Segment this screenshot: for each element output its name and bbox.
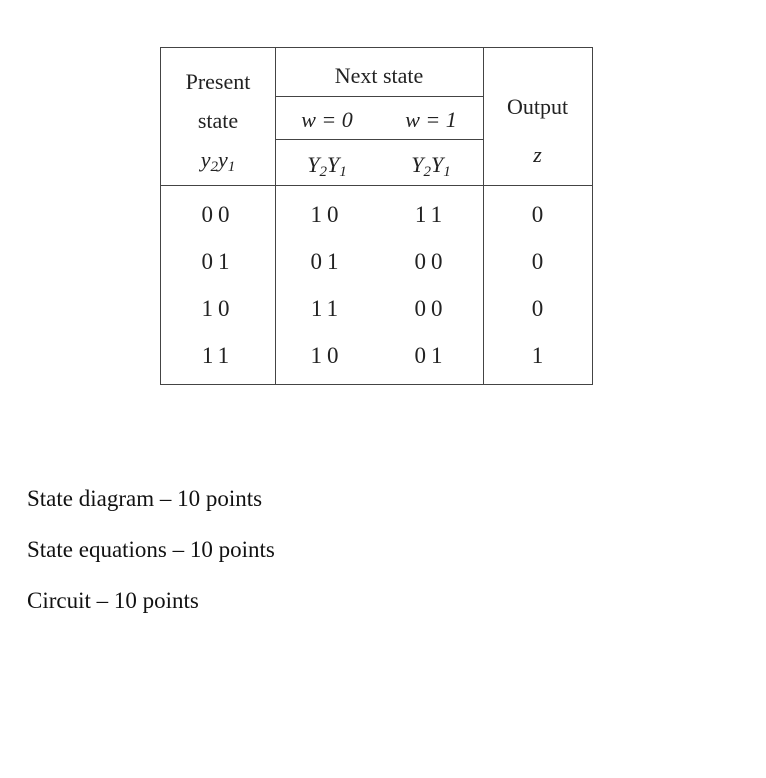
row-1-w0: 10 [310,202,344,227]
row-3-present: 10 [201,296,235,321]
state-table [160,47,593,385]
w0-next-variables: $Y_2Y_1$ [307,152,347,180]
row-1-present: 00 [201,202,235,227]
criterion-state-diagram: State diagram – 10 points [27,486,263,511]
row-4-present: 11 [201,343,235,368]
row-4-w1: 01 [414,343,448,368]
row-3-w1: 00 [414,296,448,321]
next-state-header: Next state [334,63,424,88]
header-divider [161,185,592,186]
criterion-circuit: Circuit – 10 points [27,588,199,613]
row-1-output: 0 [531,202,544,227]
row-4-output: 1 [531,343,544,368]
present-state-header: Present [185,69,251,94]
row-3-w0: 11 [310,296,344,321]
row-2-w1: 00 [414,249,448,274]
row-2-output: 0 [531,249,544,274]
row-3-output: 0 [531,296,544,321]
row-4-w0: 10 [310,343,344,368]
w1-header: w = 1 [405,107,457,132]
next-state-divider [275,96,483,97]
output-variable: z [533,142,542,167]
row-1-w1: 11 [414,202,448,227]
row-2-present: 01 [201,249,235,274]
present-state-header-line2: state [197,108,239,133]
present-state-variables: $y_2y_1$ [200,147,236,175]
w0-header: w = 0 [301,107,353,132]
w1-next-variables: $Y_2Y_1$ [411,152,451,180]
criterion-state-equations: State equations – 10 points [27,537,275,562]
row-2-w0: 01 [310,249,344,274]
w-values-divider [275,139,483,140]
output-header: Output [506,94,569,119]
